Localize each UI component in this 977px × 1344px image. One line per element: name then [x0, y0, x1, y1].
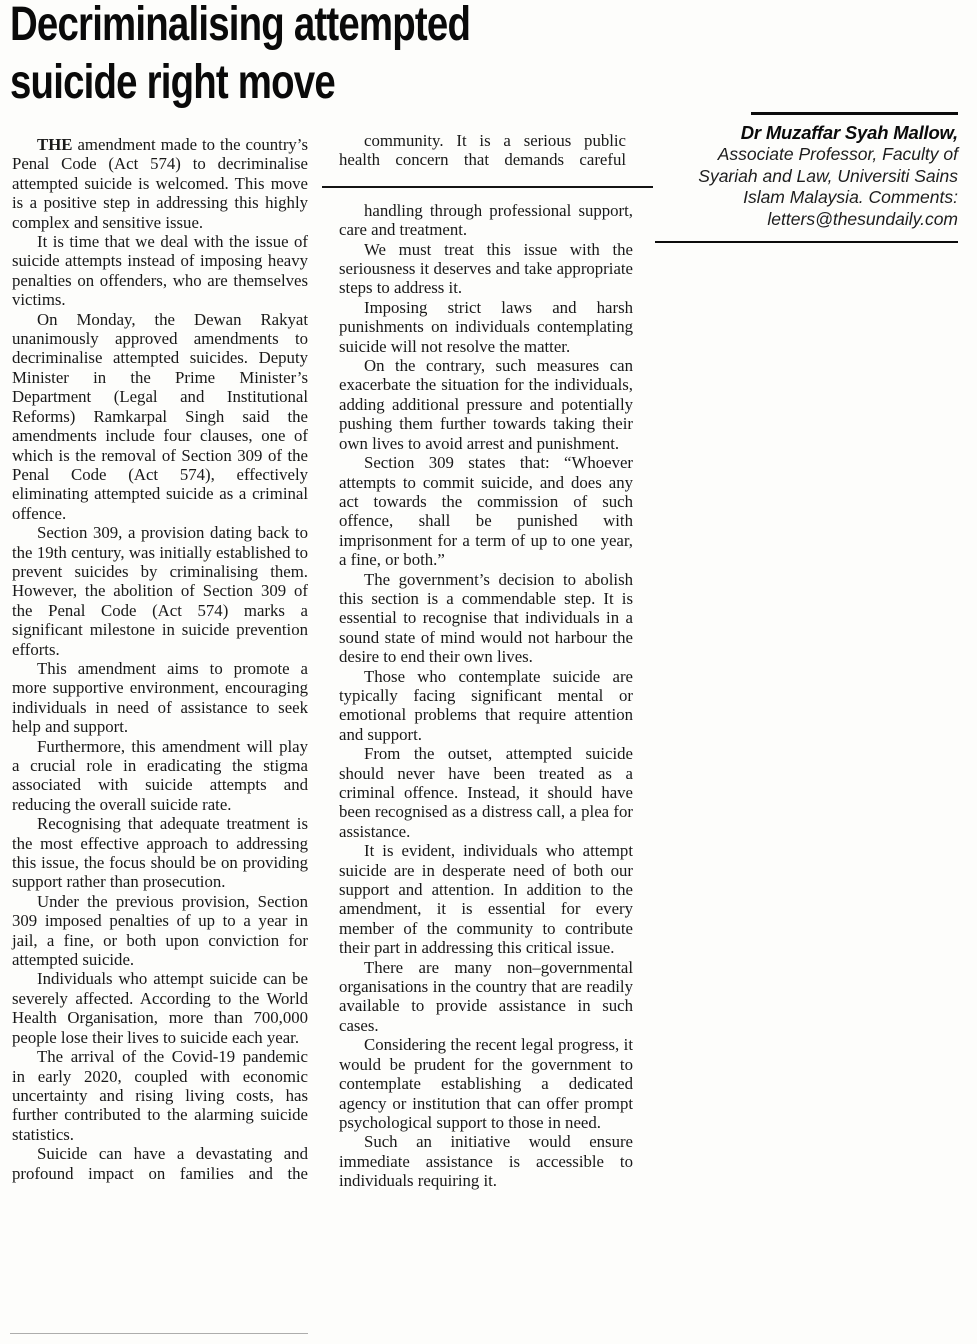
byline-top-rule: [751, 112, 958, 115]
paragraph: On the contrary, such measures can exacerbate the situation for the individuals, adding additional pressure and potentially pushing them further towards taking their own lives to avoid arrest and punishment.: [339, 356, 633, 453]
paragraph: On Monday, the Dewan Rakyat unanimously approved amendments to decriminalise attempted suicides. Deputy Minister in the Prime Minister’s Department (Legal and Institutional Reforms) Ramkarpal Singh said the amendments include four clauses, one of which is the removal of Section 309 of the Penal Code (Act 574), effectively eliminating attempted suicide as a criminal offence.: [12, 309, 308, 523]
paragraph: Recognising that adequate treatment is the most effective approach to addressing this issue, the focus should be on providing support rather than prosecution.: [12, 814, 308, 892]
paragraph: From the outset, attempted suicide should never have been treated as a criminal offence. Instead, it should have been recognised as a distress call, a plea for assistance.: [339, 744, 633, 841]
bottom-partial-rule: [10, 1333, 308, 1334]
paragraph: Under the previous provision, Section 309 imposed penalties of up to a year in jail, a fine, or both upon conviction for attempted suicide.: [12, 891, 308, 970]
paragraph-text: amendment made to the country’s Penal Code (Act 574) to decriminalise attempted suicide is welcomed. This move is a positive step in addressing this highly complex and sensitive issue.: [12, 135, 308, 232]
paragraph: It is time that we deal with the issue of suicide attempts instead of imposing heavy penalties on offenders, who are themselves victims.: [12, 232, 308, 310]
paragraph: It is evident, individuals who attempt suicide are in desperate need of both our support and attention. In addition to the amendment, it is essential for every member of the community to contribute their part in addressing this critical issue.: [339, 841, 633, 958]
paragraph-lead: [12, 135, 308, 232]
paragraph: Such an initiative would ensure immediate assistance is accessible to individuals requiring it.: [339, 1132, 633, 1191]
article-headline: [10, 0, 642, 112]
paragraph: Considering the recent legal progress, it would be prudent for the government to contemplate establishing a dedicated agency or institution that can offer prompt psychological support to those in need.: [339, 1035, 633, 1132]
paragraph: This amendment aims to promote a more supportive environment, encouraging individuals in need of assistance to seek help and support.: [12, 658, 308, 737]
paragraph: There are many non–governmental organisations in the country that are readily available to provide assistance in such cases.: [339, 957, 633, 1035]
lead-word: THE: [37, 135, 73, 154]
paragraph: We must treat this issue with the seriousness it deserves and take appropriate steps to address it.: [339, 239, 633, 298]
paragraph: Those who contemplate suicide are typically facing significant mental or emotional problems that require attention and support.: [339, 666, 633, 744]
headline-line-2: suicide right move: [10, 56, 335, 109]
byline-affiliation: Associate Professor, Faculty of Syariah and Law, Universiti Sains Islam Malaysia. Comments: letters@thesundaily.com: [698, 144, 958, 229]
paragraph: The arrival of the Covid-19 pandemic in early 2020, coupled with economic uncertainty and rising living costs, has further contributed to the alarming suicide statistics.: [12, 1047, 308, 1144]
article-column-1: [12, 135, 308, 1183]
paragraph: Section 309, a provision dating back to the 19th century, was initially established to prevent suicides by criminalising them. However, the abolition of Section 309 of the Penal Code (Act 574) marks a significant milestone in suicide prevention efforts.: [12, 523, 308, 659]
paragraph: Imposing strict laws and harsh punishments on individuals contemplating suicide will not resolve the matter.: [339, 297, 633, 356]
article-column-2: [339, 131, 633, 1191]
headline-line-1: Decriminalising attempted: [10, 0, 471, 51]
column2-overflow-fragment: community. It is a serious public health concern that demands careful: [339, 131, 626, 170]
column2-body: [339, 201, 633, 1191]
paragraph-continuation: handling through professional support, care and treatment.: [339, 200, 633, 240]
paragraph: Individuals who attempt suicide can be severely affected. According to the World Health Organisation, more than 700,000 people lose their lives to suicide each year.: [12, 969, 308, 1047]
paragraph: Section 309 states that: “Whoever attempts to commit suicide, and does any act towards the commission of such offence, shall be punished with imprisonment for a term of up to one year, a fine, or both.”: [339, 453, 633, 570]
byline-author: Dr Muzaffar Syah Mallow,: [740, 122, 958, 143]
paragraph: The government’s decision to abolish this section is a commendable step. It is essential to recognise that individuals in a sound state of mind would not harbour the desire to end their own lives.: [339, 569, 633, 667]
paragraph: Furthermore, this amendment will play a crucial role in eradicating the stigma associated with suicide attempts and reducing the overall suicide rate.: [12, 736, 308, 814]
byline-bottom-rule: [655, 241, 958, 243]
byline-block: [655, 112, 958, 243]
paragraph-continued-to-next-column: Suicide can have a devastating and profound impact on families and the: [12, 1144, 308, 1183]
